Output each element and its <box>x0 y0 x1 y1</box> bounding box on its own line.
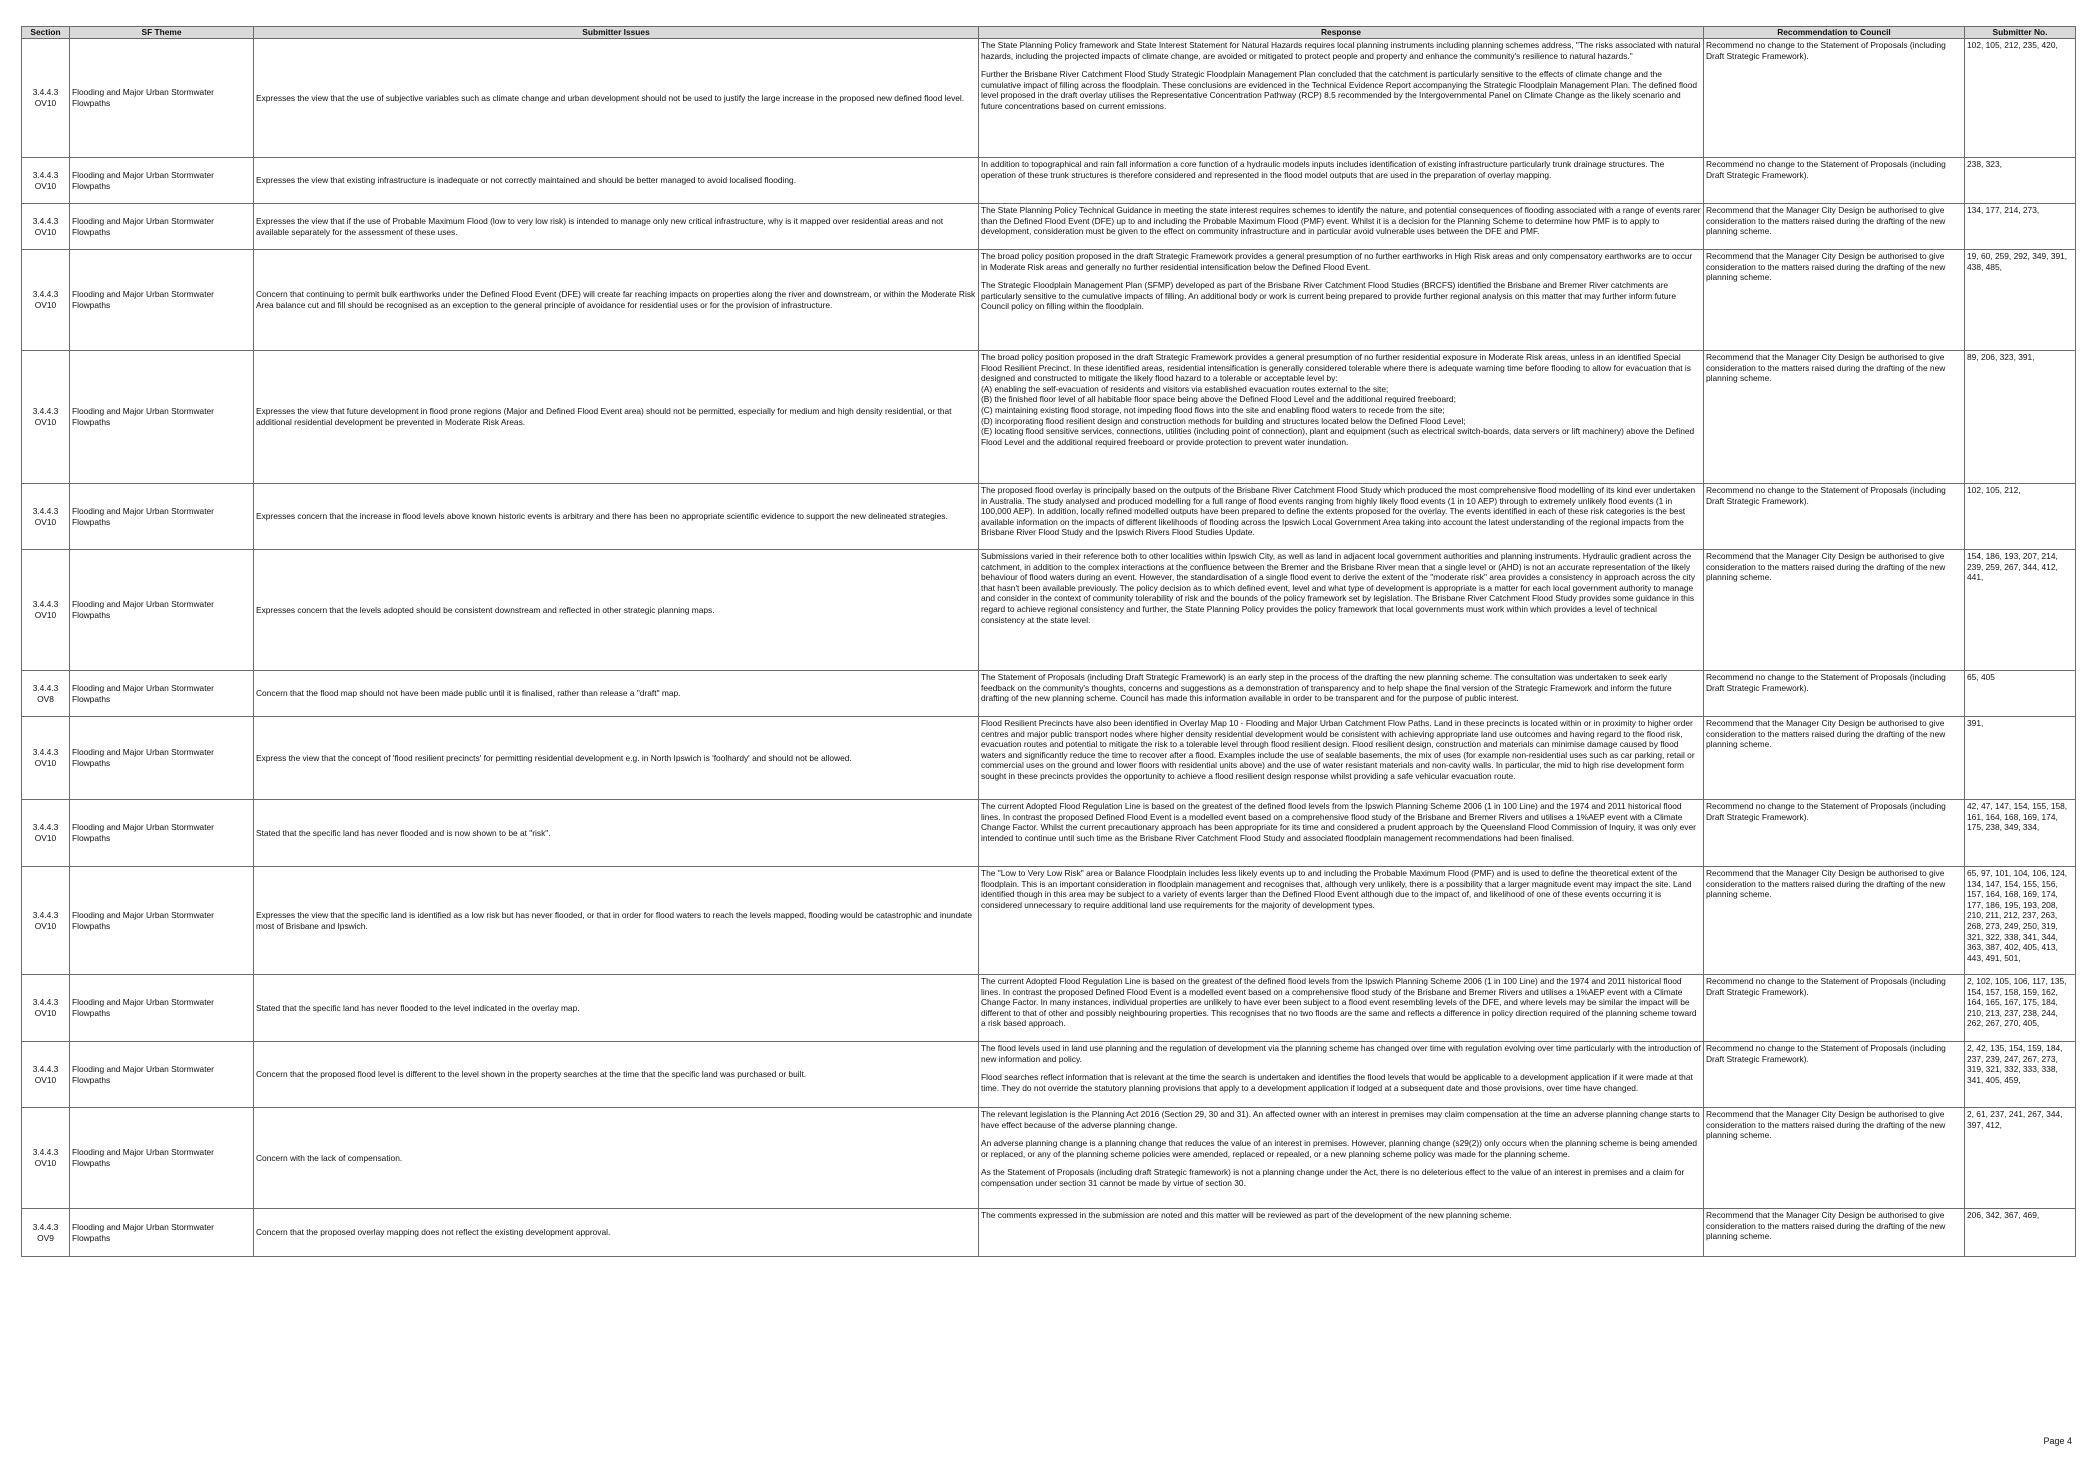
cell-theme: Flooding and Major Urban Stormwater Flowpaths <box>70 800 254 867</box>
cell-issue: Expresses the view that the use of subjective variables such as climate change and urban development should not be used to justify the large increase in the proposed new defined flood level. <box>254 39 979 158</box>
cell-recommendation: Recommend no change to the Statement of Proposals (including Draft Strategic Framework). <box>1704 975 1965 1042</box>
cell-issue: Concern that the proposed flood level is different to the level shown in the property searches at the time that the specific land was purchased or built. <box>254 1042 979 1108</box>
cell-submitter-no: 19, 60, 259, 292, 349, 391, 438, 485, <box>1965 250 2076 351</box>
table-row <box>22 204 2076 250</box>
section-number: 3.4.4.3 <box>32 215 59 226</box>
cell-recommendation: Recommend no change to the Statement of Proposals (including Draft Strategic Framework). <box>1704 800 1965 867</box>
cell-submitter-no: 391, <box>1965 717 2076 800</box>
response-paragraph: Submissions varied in their reference both to other localities within Ipswich City, as well as land in adjacent local government authorities and planning instruments. Hydraulic gradient across the catchment, in addition to the complex interactions at the confluence between the Bremer and the Brisbane River mean that a single level or (AHD) is not an accurate representation of the likely behaviour of flood waters during an event. However, the standardisation of a single flood event to derive the extent of the "moderate risk" area provides a consistency in approach across the city that hasn't been available previously. The policy decision as to which defined event, level and what type of development is appropriate is a matter for each local government authority to manage and consider in the context of community tolerability of risk and the bounds of the policy framework set by legislation. The Brisbane River Catchment Flood Study provides some guidance in this regard to achieve regional consistency and further, the State Planning Policy provides the policy framework that local governments must work within which provides a level of technical consistency at the state level. <box>981 551 1696 625</box>
cell-submitter-no: 65, 405 <box>1965 671 2076 717</box>
cell-theme: Flooding and Major Urban Stormwater Flowpaths <box>70 867 254 975</box>
response-paragraph: As the Statement of Proposals (including draft Strategic framework) is not a planning change under the Act, there is no deleterious effect to the value of an interest in premises and a claim for compensation under section 31 cannot be made by virtue of section 30. <box>981 1167 1685 1188</box>
overlay-code: OV10 <box>34 180 57 191</box>
submissions-table <box>21 26 2076 1257</box>
cell-issue: Stated that the specific land has never flooded to the level indicated in the overlay map. <box>254 975 979 1042</box>
col-header-recommendation: Recommendation to Council <box>1704 27 1965 39</box>
table-row <box>22 351 2076 484</box>
cell-issue: Expresses the view that future development in flood prone regions (Major and Defined Flood Event area) should not be permitted, especially for medium and high density residential, or that additional residential development be prevented in Moderate Risk Areas. <box>254 351 979 484</box>
cell-issue: Expresses the view that existing infrastructure is inadequate or not correctly maintained and should be better managed to avoid localised flooding. <box>254 158 979 204</box>
cell-section <box>22 204 70 250</box>
cell-theme: Flooding and Major Urban Stormwater Flowpaths <box>70 1209 254 1257</box>
cell-recommendation: Recommend no change to the Statement of Proposals (including Draft Strategic Framework). <box>1704 484 1965 550</box>
overlay-code: OV10 <box>34 1158 57 1168</box>
cell-submitter-no: 102, 105, 212, <box>1965 484 2076 550</box>
cell-submitter-no: 2, 102, 105, 106, 117, 135, 154, 157, 158, 159, 162, 164, 165, 167, 175, 184, 210, 213, 237, 238, 244, 262, 267, 270, 405, <box>1965 975 2076 1042</box>
overlay-code: OV10 <box>34 1008 57 1018</box>
overlay-code: OV10 <box>34 758 57 768</box>
table-row <box>22 867 2076 975</box>
cell-response <box>979 1042 1704 1108</box>
cell-submitter-no: 89, 206, 323, 391, <box>1965 351 2076 484</box>
section-number: 3.4.4.3 <box>32 169 59 180</box>
overlay-code: OV10 <box>34 98 57 108</box>
overlay-code: OV10 <box>34 833 57 843</box>
overlay-code: OV10 <box>34 226 57 237</box>
response-paragraph: The Strategic Floodplain Management Plan (SFMP) developed as part of the Brisbane River Catchment Flood Studies (BRCFS) identified the Brisbane and Bremer River catchments are particularly sensitive to the cumulative impacts of filling. An additional body or work is current being prepared to provide further regional analysis on this matter that may further inform future Council policy on filling within the floodplain. <box>981 280 1676 312</box>
table-row <box>22 1108 2076 1209</box>
response-paragraph: Flood Resilient Precincts have also been identified in Overlay Map 10 - Flooding and Major Urban Catchment Flow Paths. Land in these precincts is located within or in proximity to higher order centres and major public transport nodes where higher density residential development would be consistent with achieving appropriate land use outcomes and having regard to the flood risk, evacuation routes and potential to mitigate the risk to a tolerable level through flood resilient design. Flood resilient design, construction and materials can minimise damage caused by flood waters and significantly reduce the time to recover after a flood. Examples include the use of sealable basements, the mix of uses (for example non-residential uses such as car parking, retail or commercial uses on the ground and lower floors with residential units above) and the use of water resistant materials and non-cavity walls. In particular, the mid to high rise development form sought in these precincts provides the opportunity to achieve a flood resilient design response whilst providing a safe vehicular evacuation route. <box>981 718 1695 781</box>
cell-theme: Flooding and Major Urban Stormwater Flowpaths <box>70 1108 254 1209</box>
cell-section <box>22 800 70 867</box>
response-paragraph: The relevant legislation is the Planning Act 2016 (Section 29, 30 and 31). An affected owner with an interest in premises may claim compensation at the time an adverse planning change starts to have effect because of the adverse planning change. <box>981 1109 1700 1130</box>
cell-recommendation: Recommend that the Manager City Design be authorised to give consideration to the matters raised during the drafting of the new planning scheme. <box>1704 550 1965 671</box>
cell-theme: Flooding and Major Urban Stormwater Flowpaths <box>70 204 254 250</box>
response-paragraph: The broad policy position proposed in the draft Strategic Framework provides a general presumption of no further residential exposure in Moderate Risk areas, unless in an identified Special Flood Resilient Precinct. In these identified areas, residential intensification is generally considered tolerable where there is adequate warning time before flooding to allow for evacuation that is designed and constructed to mitigate the likely flood hazard to a tolerable or acceptable level by: (A) enabling the self-evacuation of residents and visitors via established evacuation routes external to the site; (B) the finished floor level of all habitable floor space being above the Defined Flood Level and the additional required freeboard; (C) maintaining existing flood storage, not impeding flood flows into the site and enabling flood waters to recede from the site; (D) incorporating flood resilient design and construction methods for building and structures located below the Defined Flood Level; (E) locating flood sensitive services, connections, utilities (including point of connection), plant and equipment (such as electrical switch-boards, data servers or lift machinery) above the Defined Flood Level and the additional required freeboard or provide protection to prevent water inundation. <box>981 352 1695 447</box>
section-number: 3.4.4.3 <box>32 997 59 1008</box>
cell-theme: Flooding and Major Urban Stormwater Flowpaths <box>70 158 254 204</box>
cell-section <box>22 717 70 800</box>
section-number: 3.4.4.3 <box>32 822 59 833</box>
cell-submitter-no: 134, 177, 214, 273, <box>1965 204 2076 250</box>
overlay-code: OV9 <box>37 1232 54 1243</box>
cell-submitter-no: 102, 105, 212, 235, 420, <box>1965 39 2076 158</box>
overlay-code: OV10 <box>34 920 57 931</box>
cell-response <box>979 351 1704 484</box>
section-number: 3.4.4.3 <box>32 599 59 610</box>
response-paragraph: Flood searches reflect information that is relevant at the time the search is undertaken and identifies the flood levels that would be applicable to a development application if it were made at that time. They do not override the statutory planning provisions that apply to a development application if lodged at a subsequent date and those provisions, over time have changed. <box>981 1072 1693 1093</box>
table-row <box>22 1209 2076 1257</box>
cell-theme: Flooding and Major Urban Stormwater Flowpaths <box>70 39 254 158</box>
cell-submitter-no: 206, 342, 367, 469, <box>1965 1209 2076 1257</box>
section-number: 3.4.4.3 <box>32 747 59 758</box>
response-paragraph: The current Adopted Flood Regulation Line is based on the greatest of the defined flood levels from the Ipswich Planning Scheme 2006 (1 in 100 Line) and the 1974 and 2011 historical flood lines. In contrast the proposed Defined Flood Event is a modelled event based on a comprehensive flood study of the Brisbane and Bremer Rivers and utilises a 1%AEP event with a Climate Change Factor. In many instances, individual properties are unlikely to have ever been subject to a flood event resembling levels of the DFE, and where levels may be similar the impact will be different to that of other and possibly neighbouring properties. This recognises that no two floods are the same and reflects a difference in policy direction required of the planning scheme toward a risk based approach. <box>981 976 1697 1029</box>
section-number: 3.4.4.3 <box>32 909 59 920</box>
cell-response <box>979 800 1704 867</box>
cell-submitter-no: 42, 47, 147, 154, 155, 158, 161, 164, 168, 169, 174, 175, 238, 349, 334, <box>1965 800 2076 867</box>
cell-response <box>979 717 1704 800</box>
col-header-response: Response <box>979 27 1704 39</box>
page-number: Page 4 <box>2043 1436 2072 1446</box>
response-paragraph: The State Planning Policy Technical Guidance in meeting the state interest requires schemes to identify the nature, and potential consequences of flooding associated with a range of events rarer than the Defined Flood Event (DFE) up to and including the Probable Maximum Flood (PMF) event. Whilst it is a decision for the Planning Scheme to determine how PMF is to apply to development, consideration must be given to the effect on community infrastructure and in particular avoid vulnerable uses between the DFE and PMF. <box>981 205 1701 237</box>
table-row <box>22 550 2076 671</box>
cell-section <box>22 484 70 550</box>
cell-submitter-no: 2, 42, 135, 154, 159, 184, 237, 239, 247, 267, 273, 319, 321, 332, 333, 338, 341, 405, 459, <box>1965 1042 2076 1108</box>
cell-issue: Expresses the view that the specific land is identified as a low risk but has never flooded, or that in order for flood waters to reach the levels mapped, flooding would be catastrophic and inundate most of Brisbane and Ipswich. <box>254 867 979 975</box>
response-paragraph: The Statement of Proposals (including Draft Strategic Framework) is an early step in the process of the drafting the new planning scheme. The consultation was undertaken to seek early feedback on the community's thoughts, concerns and suggestions as a demonstration of transparency and to help shape the final version of the Strategic Framework and inform the future drafting of the new planning scheme. Council has made this information available in order to be transparent and for the purpose of public interest. <box>981 672 1672 704</box>
section-number: 3.4.4.3 <box>32 505 59 516</box>
overlay-code: OV10 <box>34 516 57 527</box>
cell-recommendation: Recommend that the Manager City Design be authorised to give consideration to the matters raised during the drafting of the new planning scheme. <box>1704 1209 1965 1257</box>
col-header-issues: Submitter Issues <box>254 27 979 39</box>
cell-response <box>979 867 1704 975</box>
cell-recommendation: Recommend no change to the Statement of Proposals (including Draft Strategic Framework). <box>1704 39 1965 158</box>
response-paragraph: In addition to topographical and rain fall information a core function of a hydraulic models inputs includes identification of existing infrastructure particularly trunk drainage structures. The operation of these trunk structures is therefore considered and represented in the flood model outputs that are used in the preparation of overlay mapping. <box>981 159 1665 180</box>
cell-theme: Flooding and Major Urban Stormwater Flowpaths <box>70 671 254 717</box>
overlay-code: OV10 <box>34 417 57 427</box>
cell-issue: Expresses concern that the increase in flood levels above known historic events is arbitrary and there has been no appropriate scientific evidence to support the new delineated strategies. <box>254 484 979 550</box>
cell-theme: Flooding and Major Urban Stormwater Flowpaths <box>70 1042 254 1108</box>
cell-response <box>979 550 1704 671</box>
cell-issue: Express the view that the concept of 'flood resilient precincts' for permitting residential development e.g. in North Ipswich is 'foolhardy' and should not be allowed. <box>254 717 979 800</box>
cell-section <box>22 550 70 671</box>
cell-theme: Flooding and Major Urban Stormwater Flowpaths <box>70 351 254 484</box>
cell-recommendation: Recommend that the Manager City Design be authorised to give consideration to the matters raised during the drafting of the new planning scheme. <box>1704 351 1965 484</box>
cell-section <box>22 975 70 1042</box>
section-number: 3.4.4.3 <box>32 87 59 98</box>
overlay-code: OV10 <box>34 300 57 310</box>
cell-response <box>979 158 1704 204</box>
cell-theme: Flooding and Major Urban Stormwater Flowpaths <box>70 550 254 671</box>
cell-recommendation: Recommend no change to the Statement of Proposals (including Draft Strategic Framework). <box>1704 158 1965 204</box>
table-row <box>22 975 2076 1042</box>
cell-submitter-no: 2, 61, 237, 241, 267, 344, 397, 412, <box>1965 1108 2076 1209</box>
cell-recommendation: Recommend that the Manager City Design be authorised to give consideration to the matters raised during the drafting of the new planning scheme. <box>1704 204 1965 250</box>
overlay-code: OV8 <box>37 693 54 704</box>
table-row <box>22 671 2076 717</box>
cell-recommendation: Recommend no change to the Statement of Proposals (including Draft Strategic Framework). <box>1704 1042 1965 1108</box>
cell-section <box>22 351 70 484</box>
cell-issue: Concern that continuing to permit bulk earthworks under the Defined Flood Event (DFE) will create far reaching impacts on properties along the river and downstream, or within the Moderate Risk Area balance cut and fill should be recognised as an exception to the general principle of avoidance for residential uses or for the provision of infrastructure. <box>254 250 979 351</box>
cell-response <box>979 39 1704 158</box>
cell-theme: Flooding and Major Urban Stormwater Flowpaths <box>70 250 254 351</box>
cell-issue: Concern that the proposed overlay mapping does not reflect the existing development approval. <box>254 1209 979 1257</box>
col-header-section: Section <box>22 27 70 39</box>
table-row <box>22 1042 2076 1108</box>
cell-section <box>22 250 70 351</box>
col-header-theme: SF Theme <box>70 27 254 39</box>
cell-section <box>22 1209 70 1257</box>
cell-response <box>979 484 1704 550</box>
response-paragraph: An adverse planning change is a planning change that reduces the value of an interest in premises. However, planning change (s29(2)) only occurs when the planning scheme is being amended or replaced, or any of the planning scheme policies were amended, replaced or repealed, or a new planning scheme policy was made for the planning scheme. <box>981 1138 1698 1159</box>
cell-section <box>22 671 70 717</box>
cell-recommendation: Recommend no change to the Statement of Proposals (including Draft Strategic Framework). <box>1704 671 1965 717</box>
cell-submitter-no: 154, 186, 193, 207, 214, 239, 259, 267, 344, 412, 441, <box>1965 550 2076 671</box>
table-row <box>22 250 2076 351</box>
cell-response <box>979 250 1704 351</box>
cell-theme: Flooding and Major Urban Stormwater Flowpaths <box>70 484 254 550</box>
cell-section <box>22 1042 70 1108</box>
section-number: 3.4.4.3 <box>32 406 59 417</box>
cell-response <box>979 1209 1704 1257</box>
section-number: 3.4.4.3 <box>32 289 59 300</box>
cell-issue: Expresses concern that the levels adopted should be consistent downstream and reflected in other strategic planning maps. <box>254 550 979 671</box>
cell-response <box>979 671 1704 717</box>
cell-response <box>979 204 1704 250</box>
table-header <box>22 27 2076 39</box>
response-paragraph: The proposed flood overlay is principally based on the outputs of the Brisbane River Catchment Flood Study which produced the most comprehensive flood modelling of its kind ever undertaken in Australia. The study analysed and produced modelling for a full range of flood events ranging from highly likely flood events (1 in 10 AEP) through to extremely unlikely flood events (1 in 100,000 AEP). In addition, locally refined modelled outputs have been prepared to define the extents proposed for the overlay. The events identified in each of these risk categories is the best available information on the impacts of different likelihoods of flooding across the Ipswich Local Government Area taking into account the latest understanding of the regional impacts from the Brisbane River Flood Study and the Ipswich Rivers Flood Studies Update. <box>981 485 1696 538</box>
cell-theme: Flooding and Major Urban Stormwater Flowpaths <box>70 717 254 800</box>
response-paragraph: The "Low to Very Low Risk" area or Balance Floodplain includes less likely events up to and including the Probable Maximum Flood (PMF) and is used to define the theoretical extent of the floodplain. This is an important consideration in floodplain management and recognises that, although very unlikely, there is a possibility that a larger magnitude event may impact the site. Land identified though in this area may be subject to a variety of events larger than the Defined Flood Event although due to the impact of, and likelihood of one of these events occurring it is considered unnecessary to require additional land use requirements for the majority of development types. <box>981 868 1692 910</box>
cell-recommendation: Recommend that the Manager City Design be authorised to give consideration to the matters raised during the drafting of the new planning scheme. <box>1704 867 1965 975</box>
cell-issue: Concern with the lack of compensation. <box>254 1108 979 1209</box>
response-paragraph: The flood levels used in land use planning and the regulation of development via the planning scheme has changed over time with regulation evolving over time particularly with the introduction of new information and policy. <box>981 1043 1701 1064</box>
section-number: 3.4.4.3 <box>32 1221 59 1232</box>
cell-recommendation: Recommend that the Manager City Design be authorised to give consideration to the matters raised during the drafting of the new planning scheme. <box>1704 717 1965 800</box>
cell-section <box>22 158 70 204</box>
table-body <box>22 39 2076 1257</box>
table-row <box>22 800 2076 867</box>
table-row <box>22 39 2076 158</box>
response-paragraph: Further the Brisbane River Catchment Flood Study Strategic Floodplain Management Plan concluded that the catchment is particularly sensitive to the effects of climate change and the cumulative impact of filling across the floodplain. These conclusions are evidenced in the Technical Evidence Report accompanying the Strategic Floodplain Management Plan. The defined flood level proposed in the draft overlay utilises the Representative Concentration Pathway (RCP) 8.5 recommended by the Intergovernmental Panel on Climate Change as the likely scenario and future concentrations based on current emissions. <box>981 69 1698 111</box>
section-number: 3.4.4.3 <box>32 682 59 693</box>
cell-recommendation: Recommend that the Manager City Design be authorised to give consideration to the matters raised during the drafting of the new planning scheme. <box>1704 250 1965 351</box>
header-row <box>22 27 2076 39</box>
response-paragraph: The State Planning Policy framework and State Interest Statement for Natural Hazards requires local planning instruments including planning schemes address, "The risks associated with natural hazards, including the projected impacts of climate change, are avoided or mitigated to protect people and property and enhance the community's resilience to natural hazards." <box>981 40 1701 61</box>
cell-response <box>979 975 1704 1042</box>
table-row <box>22 158 2076 204</box>
cell-theme: Flooding and Major Urban Stormwater Flowpaths <box>70 975 254 1042</box>
cell-section <box>22 39 70 158</box>
cell-issue: Stated that the specific land has never flooded and is now shown to be at "risk". <box>254 800 979 867</box>
table-row <box>22 484 2076 550</box>
section-number: 3.4.4.3 <box>32 1063 59 1074</box>
cell-response <box>979 1108 1704 1209</box>
cell-issue: Expresses the view that if the use of Probable Maximum Flood (low to very low risk) is intended to manage only new critical infrastructure, why is it mapped over residential areas and not available separately for the assessment of these uses. <box>254 204 979 250</box>
response-paragraph: The current Adopted Flood Regulation Line is based on the greatest of the defined flood levels from the Ipswich Planning Scheme 2006 (1 in 100 Line) and the 1974 and 2011 historical flood lines. In contrast the proposed Defined Flood Event is a modelled event based on a comprehensive flood study of the Brisbane and Bremer Rivers and utilises a 1%AEP event with a Climate Change Factor. Whilst the current precautionary approach has been appropriate for its time and considered a prudent approach by the Queensland Flood Commission of Inquiry, it was only ever intended to continue until such time as the Brisbane River Catchment Flood Study and associated floodplain management recommendations had been finalised. <box>981 801 1696 843</box>
cell-submitter-no: 65, 97, 101, 104, 106, 124, 134, 147, 154, 155, 156, 157, 164, 168, 169, 174, 177, 186, 195, 193, 208, 210, 211, 212, 237, 263, 268, 273, 249, 250, 319, 321, 322, 338, 341, 344, 363, 387, 402, 405, 413, 443, 491, 501, <box>1965 867 2076 975</box>
cell-submitter-no: 238, 323, <box>1965 158 2076 204</box>
cell-section <box>22 1108 70 1209</box>
overlay-code: OV10 <box>34 610 57 620</box>
response-paragraph: The broad policy position proposed in the draft Strategic Framework provides a general presumption of no further earthworks in High Risk areas and only compensatory earthworks are to occur in Moderate Risk areas and generally no further residential intensification below the Defined Flood Event. <box>981 251 1693 272</box>
table-row <box>22 717 2076 800</box>
cell-issue: Concern that the flood map should not have been made public until it is finalised, rather than release a "draft" map. <box>254 671 979 717</box>
col-header-submitter-no: Submitter No. <box>1965 27 2076 39</box>
cell-section <box>22 867 70 975</box>
response-paragraph: The comments expressed in the submission are noted and this matter will be reviewed as part of the development of the new planning scheme. <box>981 1210 1512 1220</box>
cell-recommendation: Recommend that the Manager City Design be authorised to give consideration to the matters raised during the drafting of the new planning scheme. <box>1704 1108 1965 1209</box>
section-number: 3.4.4.3 <box>32 1147 59 1158</box>
overlay-code: OV10 <box>34 1074 57 1085</box>
